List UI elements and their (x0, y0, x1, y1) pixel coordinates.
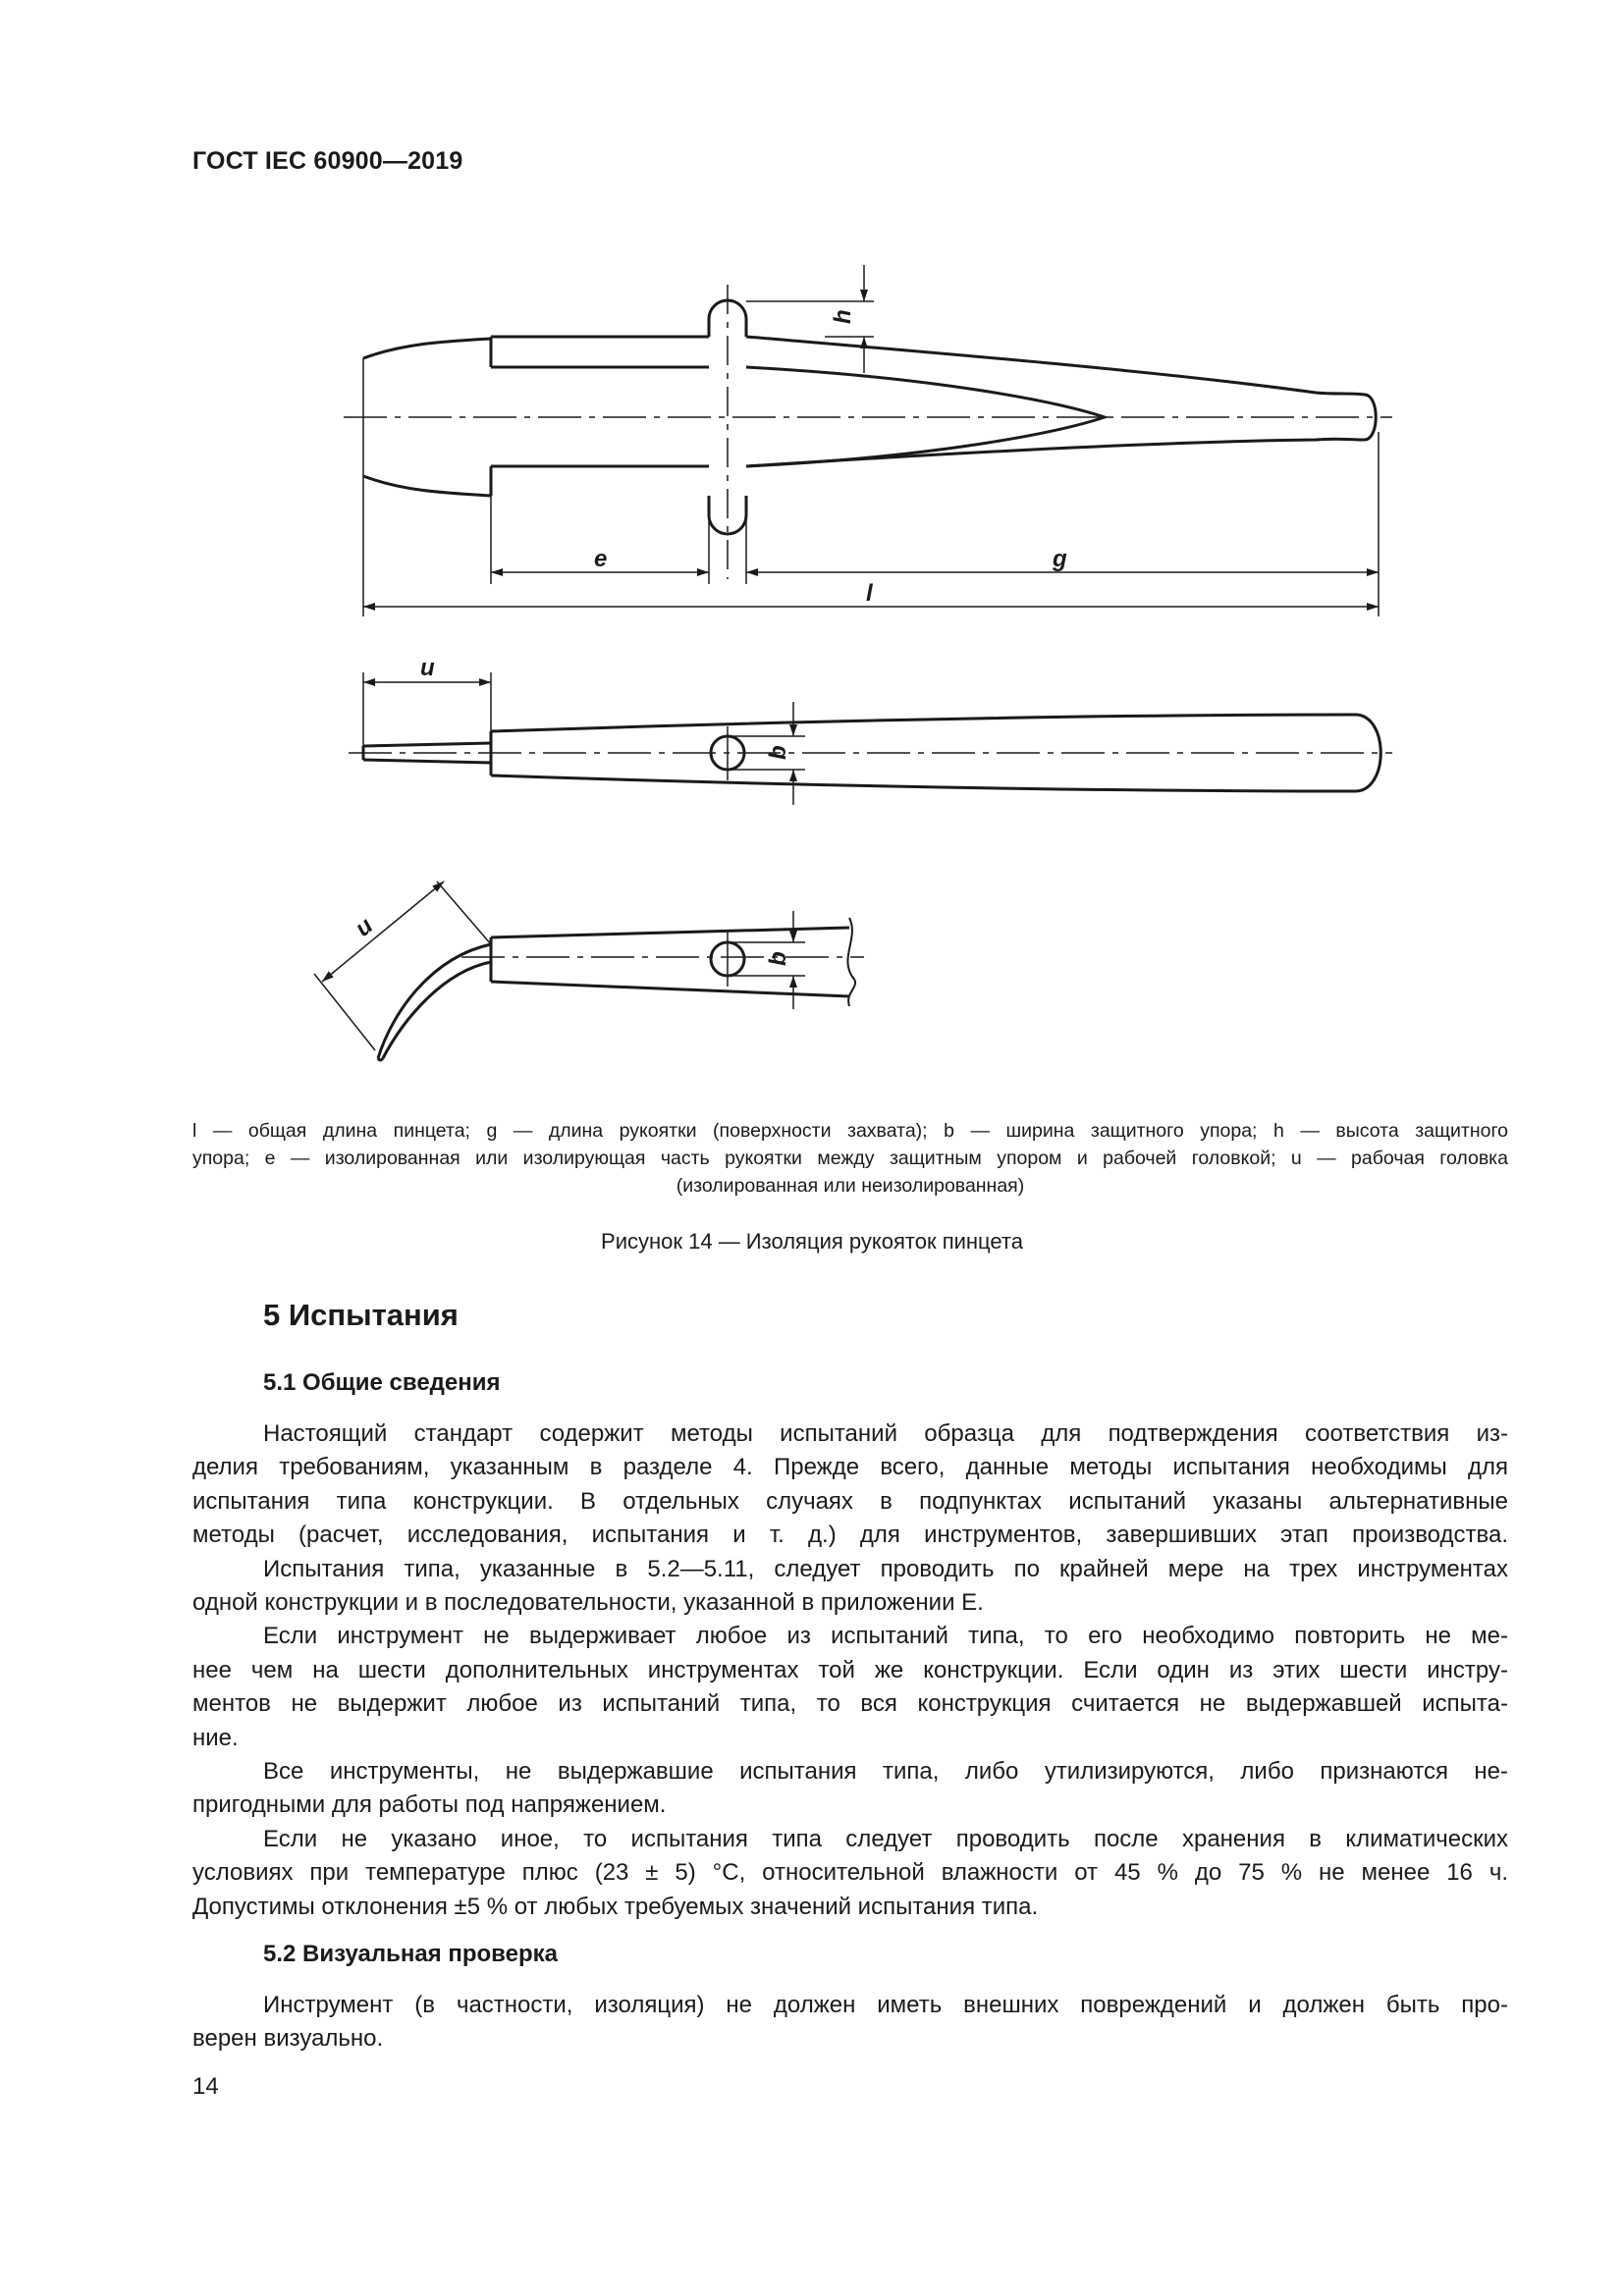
page-number: 14 (192, 2073, 219, 2100)
subsection-title: 5.2 Визуальная проверка (263, 1941, 558, 1967)
text-line: верен визуально. (192, 2025, 384, 2053)
text-line: ние. (192, 1724, 239, 1751)
label-b: b (765, 745, 791, 760)
top-view-drawing (344, 265, 1392, 616)
legend-line: упора; e — изолированная или изолирующая часть рукоятки между защитным упором и рабочей головкой; u — рабочая головка (192, 1148, 1508, 1169)
text-line: Если инструмент не выдерживает любое из испытаний типа, то его необходимо повторить не ме- (263, 1623, 1508, 1650)
text-line: Испытания типа, указанные в 5.2—5.11, следует проводить по крайней мере на трех инструментах (263, 1555, 1508, 1582)
legend-line: l — общая длина пинцета; g — длина рукоятки (поверхности захвата); b — ширина защитного упора; h — высота защитного (192, 1120, 1508, 1142)
paragraph (192, 1417, 1508, 1924)
figure-caption: Рисунок 14 — Изоляция рукояток пинцета (601, 1229, 1023, 1254)
legend-line: (изолированная или неизолированная) (676, 1175, 1025, 1197)
label-b-bent: b (765, 951, 791, 966)
label-g: g (1053, 546, 1067, 572)
text-line: Инструмент (в частности, изоляция) не должен иметь внешних повреждений и должен быть про- (263, 1992, 1508, 2018)
figure-legend (192, 1117, 1508, 1200)
bent-view-drawing (314, 881, 864, 1060)
text-line: Если не указано иное, то испытания типа следует проводить после хранения в климатических (263, 1825, 1508, 1852)
section-title: 5 Испытания (263, 1298, 459, 1332)
text-line: нее чем на шести дополнительных инструментах той же конструкции. Если один из этих шести инстру- (192, 1656, 1508, 1683)
label-l: l (866, 580, 873, 607)
subsection-title: 5.1 Общие сведения (263, 1369, 501, 1396)
label-u: u (420, 655, 435, 681)
text-line: Все инструменты, не выдержавшие испытания типа, либо утилизируются, либо признаются не- (263, 1758, 1508, 1786)
text-line: делия требованиям, указанным в разделе 4. Прежде всего, данные методы испытания необходимы для (192, 1454, 1508, 1481)
text-line: Допустимы отклонения ±5 % от любых требуемых значений испытания типа. (192, 1893, 1039, 1920)
text-line: Настоящий стандарт содержит методы испытаний образца для подтверждения соответствия из- (263, 1420, 1508, 1447)
text-line: пригодными для работы под напряжением. (192, 1791, 667, 1819)
paragraph (192, 1989, 1508, 2056)
text-line: испытания типа конструкции. В отдельных случаях в подпунктах испытаний указаны альтернативные (192, 1487, 1508, 1515)
tweezers-figure (0, 0, 1624, 1099)
text-line: условиях при температуре плюс (23 ± 5) °С, относительной влажности от 45 % до 75 % не менее 16 ч. (192, 1859, 1508, 1887)
label-u-bent: u (350, 912, 379, 942)
label-h: h (830, 309, 856, 324)
text-line: методы (расчет, исследования, испытания и т. д.) для инструментов, завершивших этап производства. (192, 1522, 1508, 1549)
document-header: ГОСТ IEC 60900—2019 (192, 147, 463, 175)
text-line: ментов не выдержит любое из испытаний типа, то вся конструкция считается не выдержавшей испыта- (192, 1690, 1508, 1718)
side-view-drawing (349, 672, 1392, 805)
text-line: одной конструкции и в последовательности, указанной в приложении Е. (192, 1589, 984, 1617)
label-e: e (594, 546, 608, 572)
